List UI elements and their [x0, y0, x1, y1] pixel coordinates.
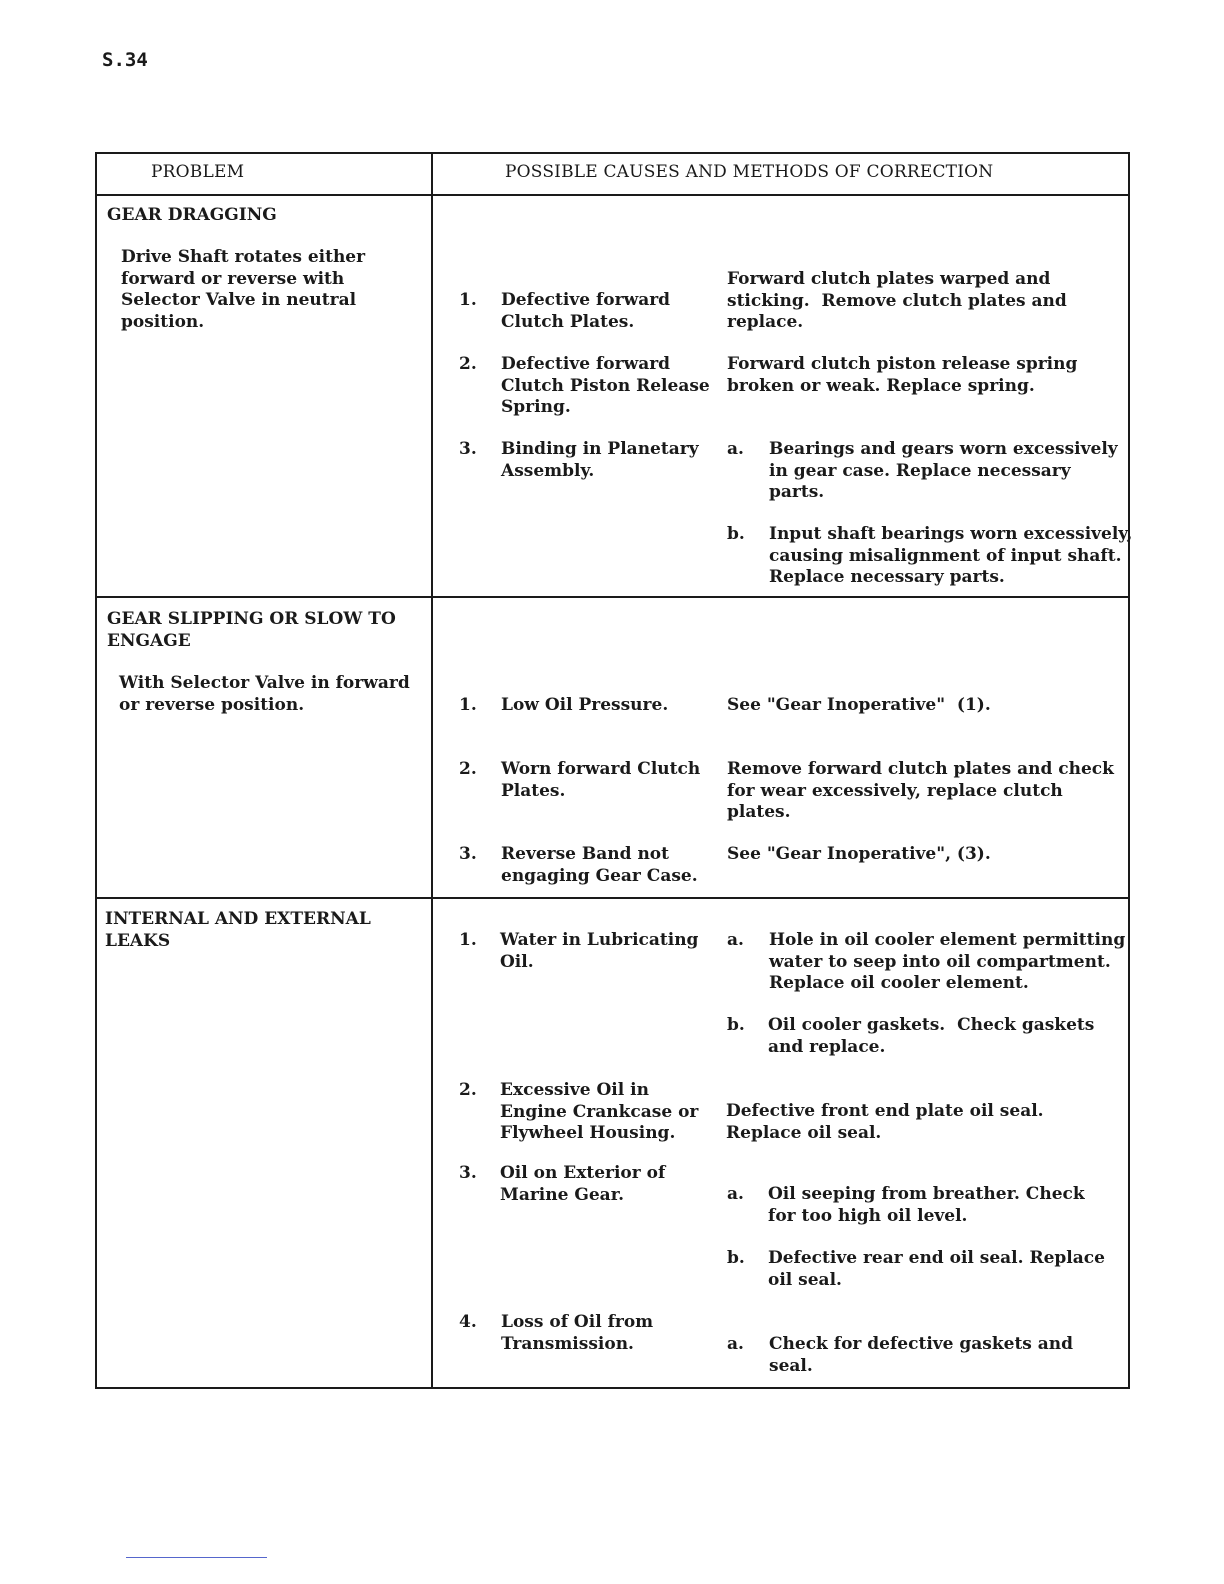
troubleshooting-table [95, 152, 1133, 1389]
header-rule [97, 194, 1128, 196]
cause-text: Loss of Oil from Transmission. [501, 1312, 654, 1354]
correction-text: Forward clutch piston release spring broken or weak. Replace spring. [727, 354, 1078, 396]
section-rule-1 [97, 596, 1128, 598]
correction-text: See "Gear Inoperative" (1). [727, 695, 991, 715]
cause-number: 3. [459, 844, 477, 864]
sub-letter: a. [727, 1184, 744, 1204]
cause-number: 2. [459, 759, 477, 779]
cause-number: 2. [459, 1080, 477, 1100]
sub-text: Defective rear end oil seal. Replace oil seal. [768, 1248, 1105, 1290]
sub-text: Input shaft bearings worn excessively, causing misalignment of input shaft. Replace necessary parts. [769, 524, 1133, 587]
cause-text: Low Oil Pressure. [501, 695, 669, 715]
correction-text: Remove forward clutch plates and check for wear excessively, replace clutch plates. [727, 759, 1114, 822]
cause-number: 1. [459, 290, 477, 310]
sub-text: Hole in oil cooler element permitting water to seep into oil compartment. Replace oil cooler element. [769, 930, 1126, 993]
sub-text: Oil cooler gaskets. Check gaskets and replace. [768, 1015, 1095, 1057]
sub-letter: b. [727, 1248, 745, 1268]
sub-text: Bearings and gears worn excessively in gear case. Replace necessary parts. [769, 439, 1118, 502]
cause-text: Worn forward Clutch Plates. [501, 759, 701, 801]
sub-letter: a. [727, 439, 744, 459]
sub-text: Check for defective gaskets and seal. [769, 1334, 1074, 1376]
cause-text: Reverse Band not engaging Gear Case. [501, 844, 698, 886]
correction-text: Defective front end plate oil seal. Replace oil seal. [726, 1101, 1044, 1143]
section-description-gear-slipping: With Selector Valve in forward or reverse position. [119, 673, 410, 715]
cause-number: 2. [459, 354, 477, 374]
sub-text: Oil seeping from breather. Check for too high oil level. [768, 1184, 1085, 1226]
footer-rule [126, 1557, 267, 1558]
sub-letter: b. [727, 524, 745, 544]
section-title-gear-slipping: GEAR SLIPPING OR SLOW TO ENGAGE [107, 609, 396, 651]
section-title-leaks: INTERNAL AND EXTERNAL LEAKS [105, 909, 371, 951]
section-description-gear-dragging: Drive Shaft rotates either forward or reverse with Selector Valve in neutral position. [121, 247, 366, 332]
cause-number: 1. [459, 695, 477, 715]
cause-number: 3. [459, 1163, 477, 1183]
cause-text: Defective forward Clutch Piston Release Spring. [501, 354, 710, 417]
sub-letter: b. [727, 1015, 745, 1035]
cause-number: 3. [459, 439, 477, 459]
cause-text: Oil on Exterior of Marine Gear. [500, 1163, 666, 1205]
page-label: S.34 [102, 49, 148, 71]
section-rule-2 [97, 897, 1128, 899]
cause-text: Water in Lubricating Oil. [500, 930, 699, 972]
correction-text: See "Gear Inoperative", (3). [727, 844, 991, 864]
sub-letter: a. [727, 1334, 744, 1354]
section-title-gear-dragging: GEAR DRAGGING [107, 205, 277, 225]
sub-letter: a. [727, 930, 744, 950]
header-causes: POSSIBLE CAUSES AND METHODS OF CORRECTION [505, 162, 994, 182]
cause-text: Excessive Oil in Engine Crankcase or Flywheel Housing. [500, 1080, 699, 1143]
cause-text: Defective forward Clutch Plates. [501, 290, 671, 332]
header-problem: PROBLEM [151, 162, 245, 182]
column-divider [431, 154, 433, 1387]
cause-text: Binding in Planetary Assembly. [501, 439, 699, 481]
correction-text: Forward clutch plates warped and sticking. Remove clutch plates and replace. [727, 269, 1067, 332]
cause-number: 4. [459, 1312, 477, 1332]
cause-number: 1. [459, 930, 477, 950]
